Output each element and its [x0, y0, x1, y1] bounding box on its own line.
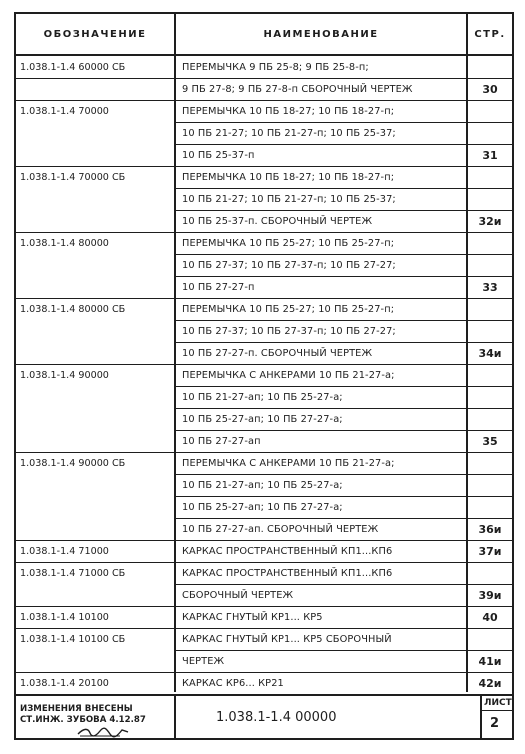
row-page	[468, 474, 512, 496]
table-row	[16, 474, 512, 496]
table-row	[16, 430, 512, 452]
row-designation	[20, 78, 174, 100]
row-name: 10 ПБ 25-37-п	[182, 149, 255, 161]
row-name: 10 ПБ 21-27; 10 ПБ 21-27-п; 10 ПБ 25-37;	[182, 193, 396, 205]
row-separator	[16, 166, 512, 167]
row-designation	[20, 496, 174, 518]
row-page	[468, 298, 512, 320]
row-name: ПЕРЕМЫЧКА 9 ПБ 25-8; 9 ПБ 25-8-п;	[182, 61, 369, 73]
row-separator	[176, 320, 512, 321]
changes-note	[20, 704, 170, 726]
row-separator	[176, 188, 512, 189]
row-page	[468, 122, 512, 144]
spec-sheet	[14, 12, 514, 740]
row-page: 33	[482, 280, 498, 294]
row-separator	[16, 100, 512, 101]
row-name: КАРКАС ГНУТЫЙ КР1... КР5	[182, 611, 323, 623]
row-name: 9 ПБ 27-8; 9 ПБ 27-8-п СБОРОЧНЫЙ ЧЕРТЕЖ	[182, 83, 413, 95]
row-name: КАРКАС ГНУТЫЙ КР1... КР5 СБОРОЧНЫЙ	[182, 633, 392, 645]
row-designation: 1.038.1-1.4 20100	[20, 677, 109, 689]
table-row	[16, 584, 512, 606]
row-page	[468, 628, 512, 650]
row-page: 37и	[478, 544, 502, 558]
table-row	[16, 540, 512, 562]
row-designation	[20, 430, 174, 452]
row-page: 40	[482, 610, 498, 624]
row-name: КАРКАС ПРОСТРАНСТВЕННЫЙ КП1...КП6	[182, 545, 393, 557]
row-name: 10 ПБ 27-27-п. СБОРОЧНЫЙ ЧЕРТЕЖ	[182, 347, 373, 359]
row-separator	[176, 650, 512, 651]
row-separator	[16, 628, 512, 629]
table-row	[16, 320, 512, 342]
table-row	[16, 210, 512, 232]
row-separator	[176, 584, 512, 585]
row-page	[468, 254, 512, 276]
row-name: ПЕРЕМЫЧКА 10 ПБ 18-27; 10 ПБ 18-27-п;	[182, 171, 395, 183]
row-designation	[20, 254, 174, 276]
sheet-label: ЛИСТ	[484, 698, 512, 708]
row-page	[468, 408, 512, 430]
row-designation	[20, 650, 174, 672]
row-designation	[20, 276, 174, 298]
document-code: 1.038.1-1.4 00000	[216, 710, 337, 725]
table-row	[16, 276, 512, 298]
row-separator	[16, 540, 512, 541]
row-page: 36и	[478, 522, 502, 536]
row-designation	[20, 144, 174, 166]
table-row	[16, 452, 512, 474]
row-designation: 1.038.1-1.4 71000	[20, 545, 109, 557]
sheet-number: 2	[490, 716, 500, 731]
changes-note-line2: СТ.ИНЖ. ЗУБОВА 4.12.87	[20, 715, 146, 725]
row-separator	[176, 386, 512, 387]
row-page: 31	[482, 148, 498, 162]
row-name: ПЕРЕМЫЧКА С АНКЕРАМИ 10 ПБ 21-27-а;	[182, 369, 395, 381]
table-row	[16, 122, 512, 144]
row-designation	[20, 122, 174, 144]
row-separator	[176, 342, 512, 343]
row-designation	[20, 408, 174, 430]
title-block-top-line	[16, 694, 512, 696]
row-designation	[20, 320, 174, 342]
row-separator	[16, 232, 512, 233]
row-designation	[20, 518, 174, 540]
row-page	[468, 232, 512, 254]
row-name: 10 ПБ 27-37; 10 ПБ 27-37-п; 10 ПБ 27-27;	[182, 325, 396, 337]
row-designation	[20, 188, 174, 210]
row-designation: 1.038.1-1.4 10100 СБ	[20, 633, 126, 645]
table-row	[16, 166, 512, 188]
row-designation: 1.038.1-1.4 60000 СБ	[20, 61, 126, 73]
row-name: 10 ПБ 21-27-ап; 10 ПБ 25-27-а;	[182, 391, 343, 403]
row-separator	[16, 78, 512, 79]
row-name: СБОРОЧНЫЙ ЧЕРТЕЖ	[182, 589, 294, 601]
row-name: ПЕРЕМЫЧКА 10 ПБ 25-27; 10 ПБ 25-27-п;	[182, 303, 395, 315]
row-designation: 1.038.1-1.4 71000 СБ	[20, 567, 126, 579]
row-separator	[176, 430, 512, 431]
table-row	[16, 364, 512, 386]
row-page	[468, 452, 512, 474]
row-separator	[16, 452, 512, 453]
row-name: 10 ПБ 25-37-п. СБОРОЧНЫЙ ЧЕРТЕЖ	[182, 215, 373, 227]
table-row	[16, 562, 512, 584]
row-page	[468, 320, 512, 342]
row-separator	[176, 496, 512, 497]
row-name: 10 ПБ 27-27-ап. СБОРОЧНЫЙ ЧЕРТЕЖ	[182, 523, 379, 535]
row-page	[468, 364, 512, 386]
row-name: 10 ПБ 27-27-ап	[182, 435, 261, 447]
row-separator	[176, 122, 512, 123]
title-block-divider-left	[174, 694, 176, 738]
row-name: КАРКАС ПРОСТРАНСТВЕННЫЙ КП1...КП6	[182, 567, 393, 579]
row-page: 39и	[478, 588, 502, 602]
row-page	[468, 56, 512, 78]
signature-graphic	[76, 726, 130, 738]
table-row	[16, 78, 512, 100]
row-designation: 1.038.1-1.4 80000 СБ	[20, 303, 126, 315]
changes-note-line1: ИЗМЕНЕНИЯ ВНЕСЕНЫ	[20, 704, 133, 714]
row-separator	[176, 474, 512, 475]
table-row	[16, 342, 512, 364]
row-separator	[176, 408, 512, 409]
row-name: ПЕРЕМЫЧКА С АНКЕРАМИ 10 ПБ 21-27-а;	[182, 457, 395, 469]
row-name: 10 ПБ 27-37; 10 ПБ 27-37-п; 10 ПБ 27-27;	[182, 259, 396, 271]
row-page: 42и	[478, 676, 502, 690]
table-row	[16, 254, 512, 276]
row-separator	[176, 276, 512, 277]
table-row	[16, 232, 512, 254]
row-designation: 1.038.1-1.4 10100	[20, 611, 109, 623]
row-designation	[20, 210, 174, 232]
row-page: 35	[482, 434, 498, 448]
row-page	[468, 100, 512, 122]
row-designation: 1.038.1-1.4 70000	[20, 105, 109, 117]
row-name: ПЕРЕМЫЧКА 10 ПБ 18-27; 10 ПБ 18-27-п;	[182, 105, 395, 117]
row-designation: 1.038.1-1.4 90000 СБ	[20, 457, 126, 469]
row-designation	[20, 386, 174, 408]
title-block-divider-right	[480, 694, 482, 738]
row-page	[468, 562, 512, 584]
row-designation: 1.038.1-1.4 80000	[20, 237, 109, 249]
row-page	[468, 166, 512, 188]
table-row	[16, 496, 512, 518]
table-row	[16, 518, 512, 540]
row-name: ПЕРЕМЫЧКА 10 ПБ 25-27; 10 ПБ 25-27-п;	[182, 237, 395, 249]
table-row	[16, 298, 512, 320]
header-page: СТР.	[474, 28, 506, 40]
table-header	[16, 14, 512, 56]
row-designation: 1.038.1-1.4 70000 СБ	[20, 171, 126, 183]
row-page: 32и	[478, 214, 502, 228]
table-row	[16, 628, 512, 650]
table-row	[16, 672, 512, 694]
table-row	[16, 606, 512, 628]
row-separator	[176, 254, 512, 255]
table-row	[16, 56, 512, 78]
row-designation	[20, 474, 174, 496]
row-name: 10 ПБ 21-27-ап; 10 ПБ 25-27-а;	[182, 479, 343, 491]
row-name: 10 ПБ 25-27-ап; 10 ПБ 27-27-а;	[182, 413, 343, 425]
row-separator	[16, 672, 512, 673]
header-name: НАИМЕНОВАНИЕ	[263, 28, 379, 40]
row-separator	[16, 298, 512, 299]
row-separator	[176, 210, 512, 211]
table-row	[16, 100, 512, 122]
row-separator	[16, 562, 512, 563]
row-name: ЧЕРТЕЖ	[182, 655, 225, 667]
table-row	[16, 408, 512, 430]
row-separator	[176, 518, 512, 519]
table-row	[16, 650, 512, 672]
row-page	[468, 386, 512, 408]
row-page: 41и	[478, 654, 502, 668]
row-name: КАРКАС КР6... КР21	[182, 677, 284, 689]
row-page: 30	[482, 82, 498, 96]
row-page: 34и	[478, 346, 502, 360]
sheet-label-underline	[480, 710, 512, 711]
row-page	[468, 188, 512, 210]
row-page	[468, 496, 512, 518]
row-name: 10 ПБ 27-27-п	[182, 281, 255, 293]
row-name: 10 ПБ 25-27-ап; 10 ПБ 27-27-а;	[182, 501, 343, 513]
row-separator	[16, 364, 512, 365]
row-separator	[16, 606, 512, 607]
header-designation: ОБОЗНАЧЕНИЕ	[43, 28, 147, 40]
table-row	[16, 386, 512, 408]
row-separator	[176, 144, 512, 145]
row-name: 10 ПБ 21-27; 10 ПБ 21-27-п; 10 ПБ 25-37;	[182, 127, 396, 139]
row-designation	[20, 342, 174, 364]
table-row	[16, 188, 512, 210]
row-designation: 1.038.1-1.4 90000	[20, 369, 109, 381]
row-designation	[20, 584, 174, 606]
table-row	[16, 144, 512, 166]
